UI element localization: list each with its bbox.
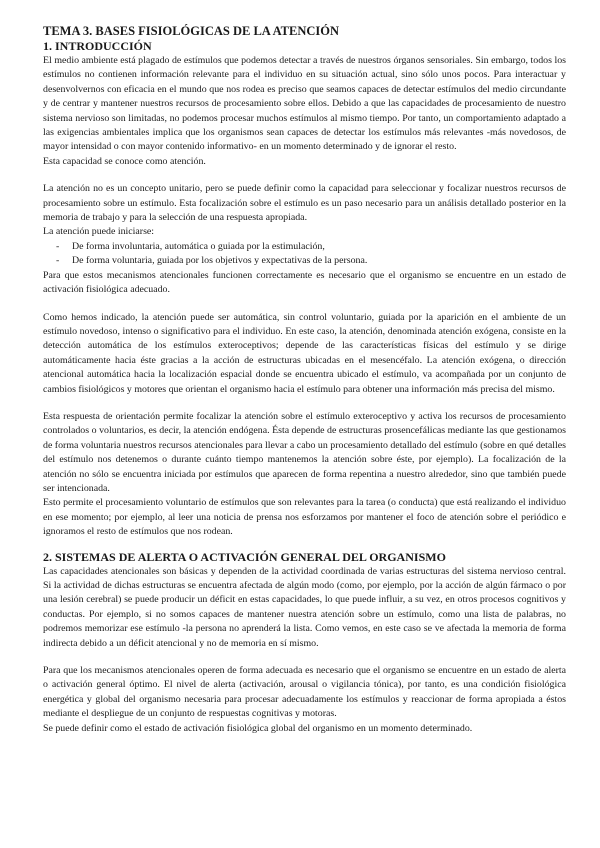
paragraph: La atención puede iniciarse: [43, 226, 155, 238]
paragraph: Como hemos indicado, la atención puede ser automática, sin control voluntario, guiada por la aparición en el ambiente de un estímulo novedoso, intenso o significativo para el individuo. En este caso, la atención, denominada atención exógena, consiste en la detección automática de los estímulos exteroceptivos; depende de las características físicas del estímulo y se dirige automáticamente hacia éste gracias a la acción de estructuras ubicadas en el mesencéfalo. La atención exógena, o dirección atencional automática hacia la localización espacial donde se encuentra ubicado el estímulo, va acompañada por un conjunto de cambios fisiológicos y motores que orientan el organismo hacia el estímulo para obtener una información más precisa del mismo. [43, 311, 566, 395]
section-2-heading: 2. SISTEMAS DE ALERTA O ACTIVACIÓN GENERAL DEL ORGANISMO [43, 549, 446, 564]
paragraph: Esta capacidad se conoce como atención. [43, 155, 206, 167]
list-item: - De forma involuntaria, automática o guiada por la estimulación, [56, 240, 566, 254]
paragraph: La atención no es un concepto unitario, pero se puede definir como la capacidad para seleccionar y focalizar nuestros recursos de procesamiento sobre un estímulo. Esta focalización sobre el estímulo es un paso necesario para un análisis detallado posterior en la memoria de trabajo y para la selección de una respuesta apropiada. [43, 183, 566, 224]
paragraph: Esta respuesta de orientación permite focalizar la atención sobre el estímulo exteroceptivo y activa los recursos de procesamiento controlados o voluntarios, es decir, la atención endógena. Ésta depende de estructuras prosencefálicas mediante las que gestionamos de forma voluntaria nuestros recursos atencionales para llevar a cabo un procesamiento detallado del estímulo (sobre en qué detalles del estímulo nos detenemos o durante cuánto tiempo mantenemos la atención sobre éste, por ejemplo). La focalización de la atención no sólo se encuentra iniciada por estímulos que aparecen de forma repentina a nuestro alrededor, sino que también puede ser intencionada. [43, 410, 566, 494]
list-item: - De forma voluntaria, guiada por los objetivos y expectativas de la persona. [56, 254, 566, 268]
dash-list [43, 240, 566, 269]
paragraph: Para que estos mecanismos atencionales funcionen correctamente es necesario que el organismo se encuentre en un estado de activación fisiológica adecuado. [43, 269, 566, 296]
document-title: TEMA 3. BASES FISIOLÓGICAS DE LA ATENCIÓN [43, 24, 340, 38]
paragraph: Esto permite el procesamiento voluntario de estímulos que son relevantes para la tarea (o conducta) que está realizando el individuo en ese momento; por ejemplo, al leer una noticia de prensa nos esforzamos por mantener el foco de atención sobre el periódico e ignoramos el resto de estímulos que nos rodean. [43, 497, 566, 538]
paragraph: Las capacidades atencionales son básicas y dependen de la actividad coordinada de varias estructuras del sistema nervioso central. Si la actividad de dichas estructuras se encuentra afectada de algún modo (como, por ejemplo, por la acción de algún fármaco o por una lesión cerebral) se puede producir un déficit en estas capacidades, lo que puede influir, a su vez, en otros procesos cognitivos y conductas. Por ejemplo, si no somos capaces de mantener nuestra atención sobre un estímulo, como una lista de palabras, no podremos memorizar ese estímulo -la persona no aprenderá la lista. Como vemos, en este caso se ve afectada la memoria de forma indirecta debido a un déficit atencional y no de memoria en sí mismo. [43, 565, 566, 649]
paragraph: Se puede definir como el estado de activación fisiológica global del organismo en un momento determinado. [43, 722, 473, 734]
paragraph: Para que los mecanismos atencionales operen de forma adecuada es necesario que el organismo se encuentre en un estado de alerta o activación general óptimo. El nivel de alerta (activación, arousal o vigilancia tónica), por tanto, es una condición fisiológica energética y global del organismo necesaria para procesar adecuadamente los estímulos y reaccionar de forma apropiada a éstos mediante el despliegue de un conjunto de respuestas cognitivas y motoras. [43, 665, 566, 720]
paragraph: El medio ambiente está plagado de estímulos que podemos detectar a través de nuestros órganos sensoriales. Sin embargo, todos los estímulos no contienen información relevante para el individuo en su situación actual, sino sólo unos pocos. Para interactuar y desenvolvernos con eficacia en el mundo que nos rodea es preciso que seamos capaces de detectar estímulos del medio circundante y de centrar y mantener nuestros recursos de procesamiento sobre ellos. Debido a que las capacidades de procesamiento de nuestro sistema nervioso son limitadas, no podemos procesar muchos estímulos al mismo tiempo. Por tanto, un comportamiento adaptado a las exigencias ambientales implica que los organismos sean capaces de detectar los estímulos más relevantes -más novedosos, de mayor intensidad o con mayor contenido informativo- en un momento determinado y de ignorar el resto. [43, 55, 566, 153]
section-1-heading: 1. INTRODUCCIÓN [43, 39, 152, 53]
